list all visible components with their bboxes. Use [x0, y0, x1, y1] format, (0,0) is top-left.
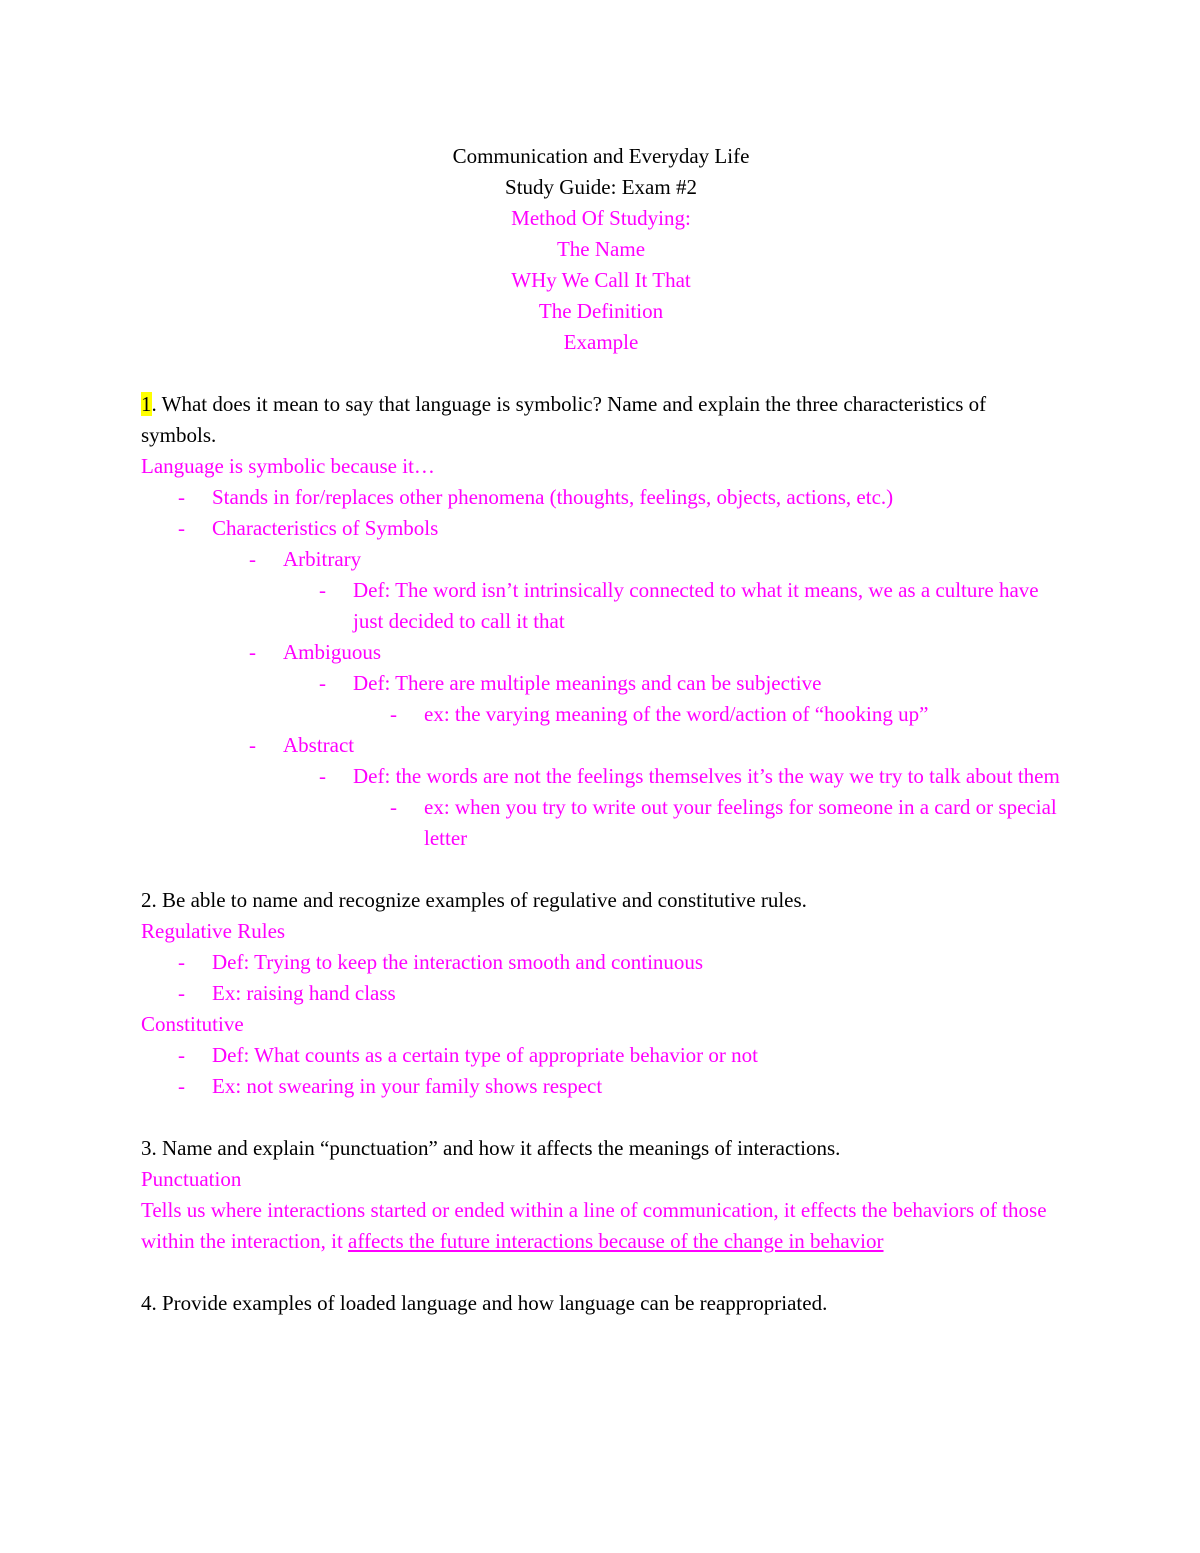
list-item: - Characteristics of Symbols	[141, 513, 1061, 544]
document-title: Communication and Everyday Life	[452, 144, 750, 168]
method-heading: Method Of Studying:	[511, 206, 691, 230]
list-item: - Def: What counts as a certain type of appropriate behavior or not	[141, 1040, 1061, 1071]
list-item: - Ex: raising hand class	[141, 978, 1061, 1009]
question-1-text: . What does it mean to say that language is symbolic? Name and explain the three characteristics of symbols.	[141, 392, 987, 447]
bullet-dash: -	[249, 547, 256, 571]
answer-heading: Regulative Rules	[141, 919, 286, 943]
document-subtitle: Study Guide: Exam #2	[505, 175, 697, 199]
bullet-dash: -	[390, 702, 397, 726]
bullet-dash: -	[178, 516, 185, 540]
question-1	[141, 389, 1061, 451]
list-item: - ex: when you try to write out your feelings for someone in a card or special letter	[141, 792, 1061, 854]
bullet-dash: -	[249, 640, 256, 664]
method-step: The Name	[556, 237, 646, 261]
list-item: - Ambiguous	[141, 637, 1061, 668]
answer-heading: Punctuation	[141, 1167, 242, 1191]
list-item: - Ex: not swearing in your family shows respect	[141, 1071, 1061, 1102]
answer-paragraph: Tells us where interactions started or ended within a line of communication, it effects the behaviors of those within the interaction, it affects the future interactions because of the change in behavior	[141, 1198, 1047, 1253]
bullet-dash: -	[249, 733, 256, 757]
bullet-dash: -	[178, 981, 185, 1005]
list-item: - Def: Trying to keep the interaction smooth and continuous	[141, 947, 1061, 978]
bullet-dash: -	[319, 671, 326, 695]
answer-heading: Constitutive	[141, 1012, 244, 1036]
list-item: - Stands in for/replaces other phenomena (thoughts, feelings, objects, actions, etc.)	[141, 482, 1061, 513]
bullet-dash: -	[319, 764, 326, 788]
bullet-dash: -	[178, 1043, 185, 1067]
question-2: 2. Be able to name and recognize examples of regulative and constitutive rules.	[141, 888, 807, 912]
method-step: The Definition	[538, 299, 664, 323]
document-page	[141, 141, 1061, 1319]
list-item: - Def: The word isn’t intrinsically connected to what it means, we as a culture have just decided to call it that	[141, 575, 1061, 637]
bullet-dash: -	[178, 1074, 185, 1098]
bullet-dash: -	[319, 578, 326, 602]
answer-intro: Language is symbolic because it…	[141, 454, 435, 478]
bullet-dash: -	[178, 485, 185, 509]
bullet-dash: -	[178, 950, 185, 974]
question-number-highlight: 1	[141, 392, 152, 416]
list-item: - Arbitrary	[141, 544, 1061, 575]
question-3: 3. Name and explain “punctuation” and how it affects the meanings of interactions.	[141, 1136, 841, 1160]
bullet-dash: -	[390, 795, 397, 819]
question-4: 4. Provide examples of loaded language and how language can be reappropriated.	[141, 1291, 828, 1315]
list-item: - Def: There are multiple meanings and can be subjective	[141, 668, 1061, 699]
list-item: - Def: the words are not the feelings themselves it’s the way we try to talk about them	[141, 761, 1061, 792]
method-step: Example	[563, 330, 639, 354]
list-item: - ex: the varying meaning of the word/action of “hooking up”	[141, 699, 1061, 730]
list-item: - Abstract	[141, 730, 1061, 761]
underlined-text: affects the future interactions because of the change in behavior	[348, 1229, 884, 1253]
method-step: WHy We Call It That	[511, 268, 691, 292]
